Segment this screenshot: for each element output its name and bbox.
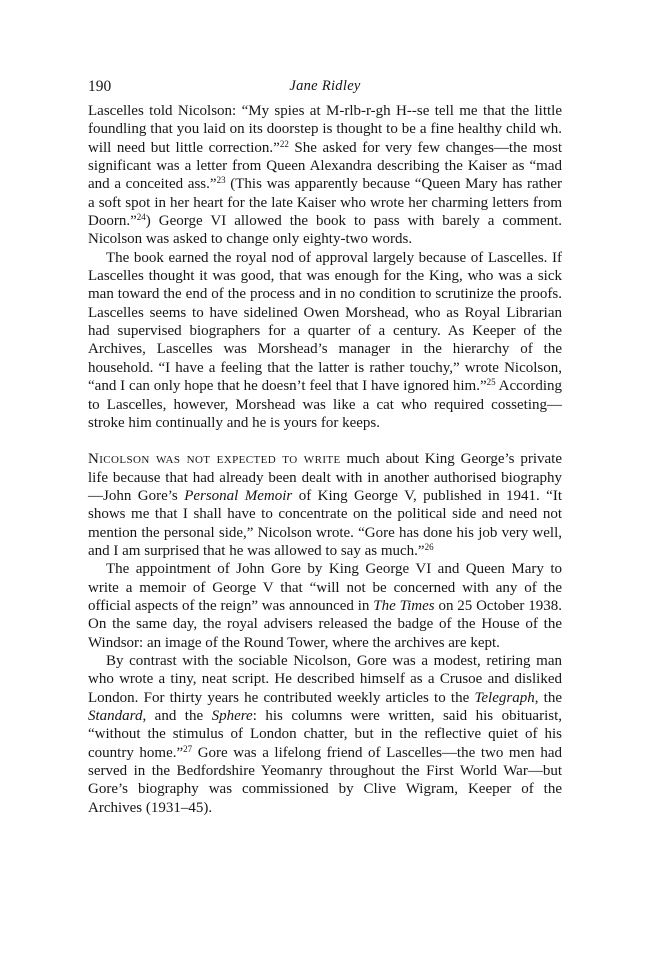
paragraph — [88, 652, 562, 817]
paragraph — [88, 102, 562, 249]
text-run: The book earned the royal nod of approval largely because of Lascelles. If Lascelles thought it was good, that was enough for the King, who was a sick man toward the end of the process and in no condition to scrutinize the proofs. Lascelles seems to have sidelined Owen Morshead, who as Royal Librarian had supervised biographers for a quarter of a century. As Keeper of the Archives, Lascelles was Morshead’s manager in the hierarchy of the household. “I have a feeling that the latter is rather touchy,” wrote Nicolson, “and I can only hope that he doesn’t feel that I have ignored him.” — [88, 249, 562, 395]
running-head: Jane Ridley — [289, 78, 361, 94]
italic-title: Personal Memoir — [184, 487, 293, 504]
footnote-marker: 22 — [279, 138, 289, 149]
text-run: , and the — [142, 708, 212, 724]
italic-title: Telegraph — [474, 689, 535, 706]
text-run: The appointment of John Gore by King George VI and Queen Mary to write a memoir of George V that “will not be concerned with any of the official aspects of the reign” was announced in — [88, 561, 562, 614]
text-run: ) George VI allowed the book to pass with barely a comment. Nicolson was asked to change only eighty-two words. — [88, 213, 562, 248]
text-run: : his columns were written, said his obituarist, “without the stimulus of London chatter, but in the reflective quiet of his country home.” — [88, 708, 562, 761]
footnote-marker: 26 — [424, 541, 434, 552]
paragraph — [88, 560, 562, 652]
page-number: 190 — [88, 78, 112, 95]
paragraph — [88, 249, 562, 432]
footnote-marker: 23 — [216, 175, 226, 186]
text-run: By contrast with the sociable Nicolson, Gore was a modest, retiring man who wrote a tiny, neat script. He described himself as a Crusoe and disliked London. For thirty years he contributed weekly articles to the — [88, 652, 562, 706]
text-run: , the — [534, 689, 563, 706]
text-run: Lascelles told Nicolson: “My spies at M-rlb-r-gh H--se tell me that the little foundling that you laid on its doorstep is thought to be a fine healthy child wh. will need but little correction.” — [88, 103, 562, 156]
italic-title: Sphere — [211, 708, 253, 724]
italic-title: The Times — [373, 597, 435, 614]
footnote-marker: 27 — [183, 743, 193, 754]
paragraph — [88, 450, 562, 560]
body-text — [88, 102, 562, 817]
footnote-marker: 25 — [486, 377, 496, 388]
footnote-marker: 24 — [136, 212, 146, 223]
section-lead-in: Nicolson was not expected to write — [88, 451, 341, 468]
text-run: She asked for very few changes—the most significant was a letter from Queen Alexandra describing the Kaiser as “mad and a conceited ass.” — [88, 139, 562, 193]
text-run: According to Lascelles, however, Morshead was like a cat who required cosseting—stroke him continually and he is yours for keeps. — [88, 378, 562, 431]
text-run: of King George V, published in 1941. “It shows me that I shall have to concentrate on the political side and need not mention the personal side,” Nicolson wrote. “Gore has done his job very well, and I am surprised that he was allowed to say as much.” — [88, 487, 563, 559]
text-run: Gore was a lifelong friend of Lascelles—the two men had served in the Bedfordshire Yeomanry throughout the First World War—but Gore’s biography was commissioned by Clive Wigram, Keeper of the Archives (1931–45). — [88, 744, 562, 816]
italic-title: Standard — [88, 708, 143, 724]
text-run: much about King George’s private life because that had already been dealt with in another authorised biography—John Gore’s — [88, 451, 562, 504]
page-header — [88, 78, 562, 100]
text-run: (This was apparently because “Queen Mary has rather a soft spot in her heart for the late Kaiser who wrote her charming letters from Doorn.” — [88, 176, 562, 230]
text-run: on 25 October 1938. On the same day, the royal advisers released the badge of the House of the Windsor: an image of the Round Tower, where the archives are kept. — [88, 597, 562, 651]
